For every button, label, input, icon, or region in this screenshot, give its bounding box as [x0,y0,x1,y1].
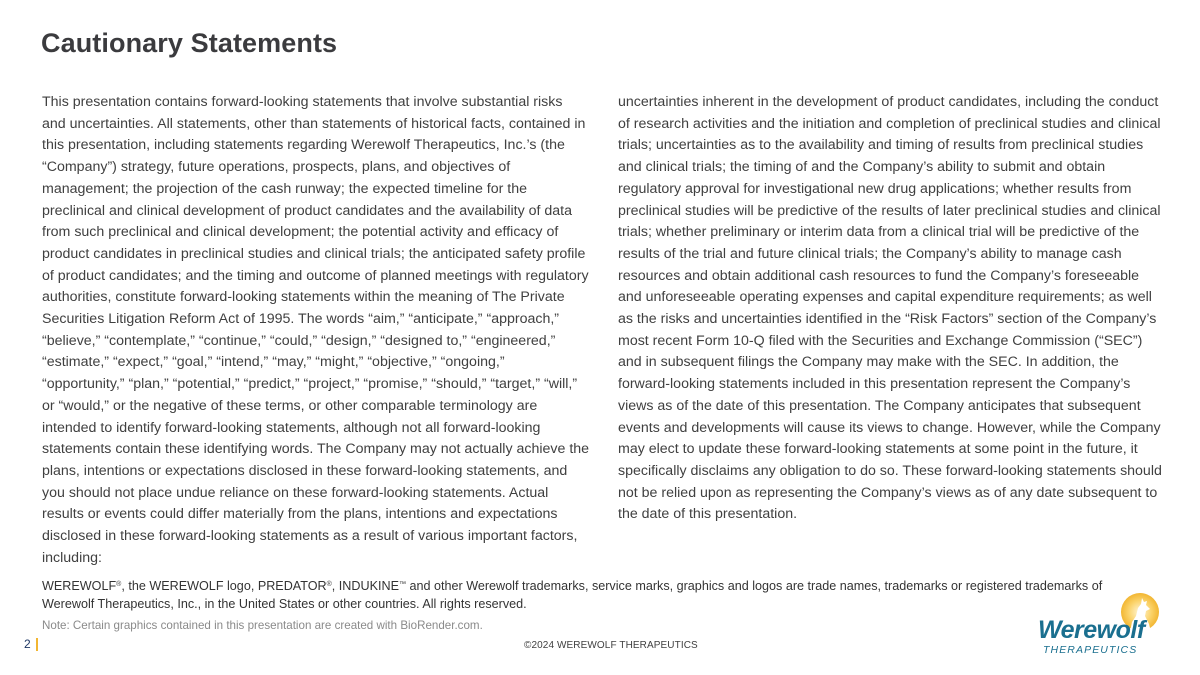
trademark-text: , INDUKINE [331,579,399,593]
trademark-text: , the WEREWOLF logo, PREDATOR [121,579,327,593]
logo-subtitle: THERAPEUTICS [1043,644,1138,656]
trademark-symbol: ™ [398,581,406,588]
trademark-werewolf: WEREWOLF [42,579,117,593]
logo-wordmark: Werewolf [1038,616,1145,644]
registered-mark: ® [116,581,122,588]
werewolf-logo [1038,592,1163,654]
trademark-text: and other Werewolf trademarks, service marks, graphics and logos are trade names, trademarks or registered trademarks of Werewolf Therapeutics, Inc., in the United States or other countries. All rights reserved. [42,579,1103,611]
slide-title: Cautionary Statements [41,28,338,58]
left-column-text: This presentation contains forward-looking statements that involve substantial risks and uncertainties. All statements, other than statements of historical facts, contained in this presentation, including statements regarding Werewolf Therapeutics, Inc.’s (the “Company”) strategy, future operations, prospects, plans, and objectives of management; the projection of the cash runway; the expected timeline for the preclinical and clinical development of product candidates and the availability of data from such preclinical and clinical development; the potential activity and efficacy of product candidates in preclinical studies and clinical trials; the anticipated safety profile of product candidates; and the timing and outcome of planned meetings with regulatory authorities, constitute forward-looking statements within the meaning of The Private Securities Litigation Reform Act of 1995. The words “aim,” “anticipate,” “approach,” “believe,” “contemplate,” “continue,” “could,” “design,” “designed to,” “engineered,” “estimate,” “expect,” “goal,” “intend,” “may,” “might,” “objective,” “ongoing,” “opportunity,” “plan,” “potential,” “predict,” “project,” “promise,” “should,” “target,” “will,” or “would,” or the negative of these terms, or other comparable terminology are intended to identify forward-looking statements, although not all forward-looking statements contain these identifying words. The Company may not actually achieve the plans, intentions or expectations disclosed in these forward-looking statements, and you should not place undue reliance on these forward-looking statements. Actual results or events could differ materially from the plans, intentions and expectations disclosed in these forward-looking statements as a result of various important factors, including: [42,94,590,566]
trademark-notice [42,577,1122,613]
page-number-divider [36,638,38,651]
copyright-footer: ©2024 WEREWOLF THERAPEUTICS [524,640,698,651]
right-column-text: uncertainties inherent in the development of product candidates, including the conduct of research activities and the initiation and completion of preclinical studies and clinical trials; uncertainties as to the availability and timing of results from preclinical studies and clinical trials; the timing of and the Company’s ability to submit and obtain regulatory approval for investigational new drug applications; whether results from preclinical studies will be predictive of the results of later preclinical studies and clinical trials; whether preliminary or interim data from a clinical trial will be predictive of the results of the trial and future clinical trials; the Company’s ability to manage cash resources and obtain additional cash resources to fund the Company’s foreseeable and unforeseeable operating expenses and capital expenditure requirements; as well as the risks and uncertainties identified in the “Risk Factors” section of the Company’s most recent Form 10-Q filed with the Securities and Exchange Commission (“SEC”) and in subsequent filings the Company may make with the SEC. In addition, the forward-looking statements included in this presentation represent the Company’s views as of the date of this presentation. The Company anticipates that subsequent events and developments will cause its views to change. However, while the Company may elect to update these forward-looking statements at some point in the future, it specifically disclaims any obligation to do so. These forward-looking statements should not be relied upon as representing the Company’s views as of any date subsequent to the date of this presentation. [618,94,1162,523]
biorender-note: Note: Certain graphics contained in this presentation are created with BioRender.com. [42,619,483,632]
registered-mark: ® [326,581,332,588]
page-number: 2 [24,637,31,651]
